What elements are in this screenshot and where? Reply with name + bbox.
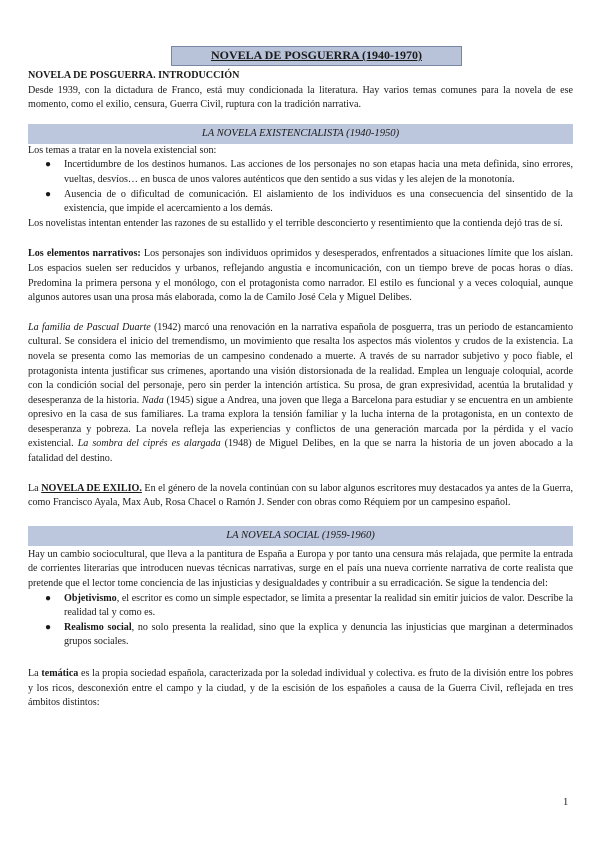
obras-paragraph: La familia de Pascual Duarte (1942) marcó una renovación en la narrativa española de posguerra, tras un periodo de estancamiento cultural. Se considera el inicio del tremendismo, un movimiento que resalta los aspectos más violentos y crudos de la existencia. La novela se presenta como las memorias de un campesino condenado a muerte. A través de su narrador subjetivo y poco fiable, el protagonista intenta justificar sus crímenes, aportando una visión distorsionada de la realidad. Emplea un lenguaje coloquial, acorde con la condición social del personaje, pero sin perder la intención artística. Su prosa, de gran expresividad, acentúa la brutalidad y desesperanza de la historia. Nada (1945) sigue a Andrea, una joven que llega a Barcelona para estudiar y se encuentra en un ambiente opresivo en la casa de sus familiares. La trama explora la tensión familiar y la lucha interna de la protagonista, en un contexto de desesperanza y pobreza. La novela refleja las experiencias y conflictos de una generación marcada por la pérdida y el vacío existencial. La sombra del ciprés es alargada (1948) de Miguel Delibes, en la que se narra la historia de un joven abocado a la fatalidad del destino. <box>28 321 573 465</box>
existencial-after-paragraph: Los novelistas intentan entender las razones de su estallido y el terrible desconcierto y resentimiento que la contienda dejó tras de sí. <box>28 217 563 229</box>
elementos-paragraph: Los elementos narrativos: Los personajes son individuos oprimidos y desesperados, enfrentados a situaciones límite que los aíslan. Los espacios suelen ser reducidos y urbanos, reflejando angustia e incomunicación, con un tiempo breve de pocas horas o días. Predomina la primera persona y el monólogo, con el protagonista como narrador. El estilo es funcional y a veces coloquial, aunque algunos autores usan una prosa más elaborada, como la de Camilo José Cela y Miguel Delibes. <box>28 248 574 304</box>
exilio-label: NOVELA DE EXILIO. <box>41 482 142 494</box>
tematica-label: temática <box>41 668 79 679</box>
section-heading-existencialista: LA NOVELA EXISTENCIALISTA (1940-1950) <box>28 124 573 144</box>
bullet-icon: ● <box>45 159 52 171</box>
tematica-paragraph: La temática es la propia sociedad española, caracterizada por la soledad individual y colectiva. es fruto de la división entre los pobres y los ricos, desconexión entre el campo y la ciudad, y de la escisión de los españoles a causa de la Guerra Civil, reflejada en tres ámbitos distintos: <box>28 668 573 709</box>
intro-paragraph: Desde 1939, con la dictadura de Franco, está muy condicionada la literatura. Hay varios temas comunes para la novela de ese momento, como el exilio, censura, Guerra Civil, ruptura con la tradición narrativa. <box>28 84 573 111</box>
page-number: 1 <box>563 797 569 808</box>
list-item: ● Ausencia de o dificultad de comunicación. El aislamiento de los individuos es una consecuencia del sinsentido de la existencia, que impide el acercamiento a los demás. <box>45 188 573 215</box>
page-title: NOVELA DE POSGUERRA (1940-1970) <box>171 46 462 66</box>
existencial-lead: Los temas a tratar en la novela existencial son: <box>28 144 217 156</box>
list-item: ● Realismo social, no solo presenta la realidad, sino que la explica y denuncia las injusticias que marginan a determinados grupos sociales. <box>45 621 573 648</box>
list-item: ● Incertidumbre de los destinos humanos. Las acciones de los personajes no son etapas hacia una meta definida, sino errores, vueltas, desvíos… en busca de unos valores auténticos que den sentido a sus vidas y les alejen de la monotonía. <box>45 159 573 185</box>
section-heading-social: LA NOVELA SOCIAL (1959-1960) <box>28 526 573 546</box>
list-item: ● Objetivismo, el escritor es como un simple espectador, se limita a presentar la realidad sin emitir juicios de valor. Describe la realidad tal y como es. <box>45 592 573 619</box>
social-bullet-list <box>28 592 573 650</box>
exilio-paragraph: La NOVELA DE EXILIO. En el género de la novela continúan con su labor algunos escritores muy destacados ya antes de la Guerra, como Francisco Ayala, Max Aub, Rosa Chacel o Ramón J. Sender con obras como Réquiem por un campesino español. <box>28 482 574 509</box>
bullet-icon: ● <box>45 188 52 200</box>
work-title: Nada <box>141 394 164 406</box>
bullet-icon: ● <box>45 621 52 633</box>
social-paragraph: Hay un cambio sociocultural, que lleva a la pantitura de España a Europa y por tanto una censura más relajada, que permite la entrada de corrientes literarias que introducen nuevas técnicas narrativas, surge en el país una nueva corriente narrativa de corte realista que pretende que el lector tome conciencia de las injusticias y desigualdades y contribuir a su erradicación. Se sigue la tendencia del: <box>28 548 573 590</box>
work-title: La sombra del ciprés es alargada <box>77 438 221 450</box>
intro-heading: NOVELA DE POSGUERRA. INTRODUCCIÓN <box>28 70 240 81</box>
elementos-label: Los elementos narrativos: <box>28 248 141 260</box>
existencial-bullet-list <box>28 158 573 216</box>
work-title: La familia de Pascual Duarte <box>28 321 151 333</box>
document-page <box>28 46 573 711</box>
bullet-icon: ● <box>45 592 52 604</box>
